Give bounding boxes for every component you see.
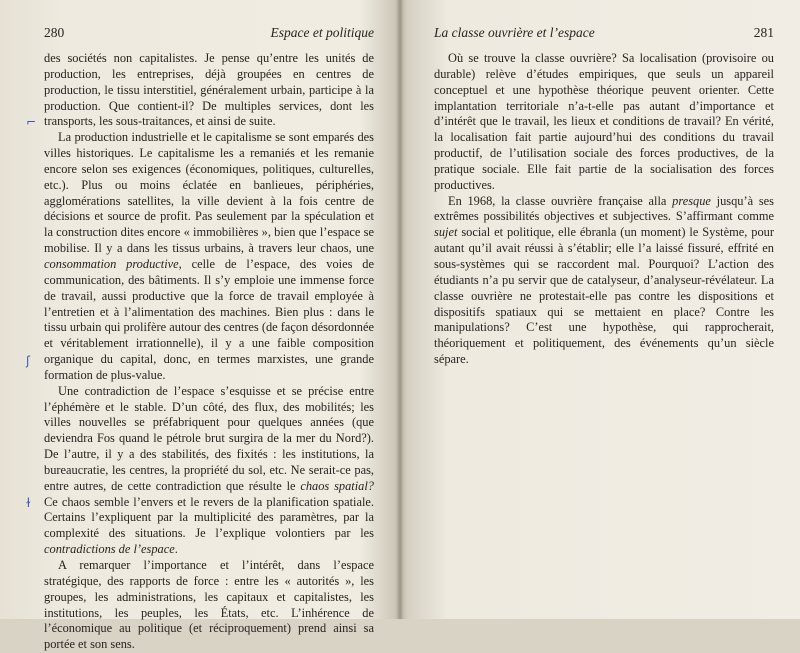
text-run: Où se trouve la classe ouvrière? Sa localisation (provisoire ou durable) relève d’études empiriques, que seuls un appareil conceptuel et une hypothèse théorique peuvent orienter. Cette implantation territoriale n’a-t-elle pas autant d’importance et d’intérêt que le travail, les lieux et conditions de travail? En vérité, la localisation fait partie aujourd’hui des conditions du travail productif, de l’utilisation sociale des forces productives, de la pratique sociale. Elle fait partie de la socialisation des forces productives. [434, 51, 774, 192]
text-run: jusqu’à ses extrêmes possibilités objectives et subjectives. S’affirmant comme [434, 193, 774, 224]
paragraph [44, 558, 374, 653]
text-run: La production industrielle et le capitalisme se sont emparés des villes historiques. Le capitalisme les a remaniés et les remanie encore selon ses exigences (économiques, politiques, culturelles, etc.). Plus ou moins éclatée en banlieues, périphéries, agglomérations satellites, la ville devient à la fois centre de décisions et source de profit. Pas seulement par la spéculation et la construction dites encore « immobilières », bien que l’espace se mobilise. Il y a dans les tissus urbains, à travers leur chaos, une [44, 130, 374, 256]
paragraph [44, 51, 374, 130]
text-run: Une contradiction de l’espace s’esquisse et se précise entre l’éphémère et le stable. D’un côté, des flux, des mobilités; les villes nouvelles se préfabriquent pour quelques années (que deviendra Fos quand le pétrole brut surgira de la mer du Nord?). De l’autre, il y a des stabilités, des fixités : les institutions, la bureaucratie, les centres, la propriété du sol, etc. Ne serait-ce pas, entre autres, de cette contradiction que résulte le [44, 383, 374, 493]
paragraph [44, 384, 374, 558]
italic-text: contradictions de l’espace [44, 542, 175, 557]
text-run: , celle de l’espace, des voies de communication, des bâtiments. Il s’y emploie une immense force de travail, aussi productive que la force de travail employée à l’entretien et à l’alimentation des machines. Bien plus : dans le tissu urbain qui prolifère autour des centres (de façon désordonnée et véritablement irrationnelle), il y a une faible composition organique du capital, donc, en termes marxistes, une grande formation de plus-value. [44, 256, 374, 382]
paragraph [44, 130, 374, 384]
margin-annotation: ɫ [26, 496, 31, 510]
text-run: A remarquer l’importance et l’intérêt, dans l’espace stratégique, des rapports de force : entre les « autorités », les groupes, les administrations, les capitaux et capitalistes, les institutions, les peuples, les États, etc. L’inhérence de l’économique au politique (et réciproquement) prend ainsi sa portée et son sens. [44, 558, 374, 652]
paragraph [434, 194, 774, 368]
text-run: des sociétés non capitalistes. Je pense qu’entre les unités de production, les entreprises, déjà groupées en centres de production, le tissu interstitiel, généralement urbain, participe à la production. Que contient-il? De multiples services, dont les transports, les sous-traitances, et ainsi de suite. [44, 51, 374, 129]
left-page-body [44, 51, 374, 653]
right-page-body [434, 51, 774, 368]
italic-text: chaos spatial? [300, 478, 375, 493]
text-run: social et politique, elle ébranla (un moment) le Système, pour autant qu’il avait réussi à s’établir; elle l’a laissé fissuré, effrité en sous-systèmes qui se raccordent mal. Pourquoi? L’action des étudiants n’a pu servir que de catalyseur, d’analyseur-révélateur. La classe ouvrière ne protestait-elle pas contre les dispositions et dispositifs spatiaux qui se mettaient en place? Contre les manipulations? C’est une hypothèse, qui rapprocherait, théoriquement et politiquement, des événements qu’un siècle sépare. [434, 225, 774, 367]
paragraph [434, 51, 774, 194]
left-page-number: 280 [44, 25, 65, 40]
text-run: En 1968, la classe ouvrière française alla [448, 193, 673, 208]
text-run: . [174, 542, 178, 557]
italic-text: presque [672, 193, 711, 208]
left-running-head: Espace et politique [270, 25, 374, 40]
right-page-number: 281 [753, 25, 774, 40]
italic-text: sujet [434, 225, 458, 240]
italic-text: consommation productive [44, 256, 179, 271]
right-running-head: La classe ouvrière et l’espace [434, 25, 595, 40]
right-running-header [434, 24, 774, 42]
margin-annotation: ⌐ [26, 115, 37, 129]
left-page [0, 0, 398, 652]
margin-annotation: ʃ [26, 354, 31, 368]
right-page [402, 0, 800, 619]
text-run: Ce chaos semble l’envers et le revers de la planification spatiale. Certains l’expliquent par la multiplicité des paramètres, par la complexité des situations. Je l’explique volontiers par les [44, 494, 374, 541]
left-running-header [44, 24, 374, 42]
